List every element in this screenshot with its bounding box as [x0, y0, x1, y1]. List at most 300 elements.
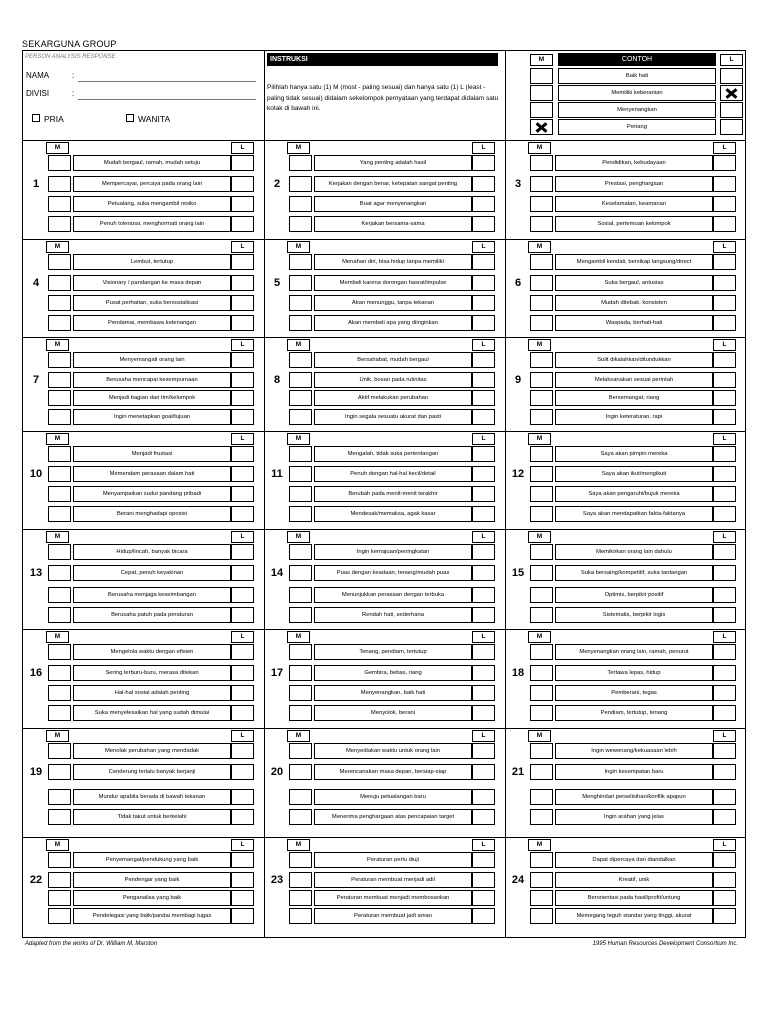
most-checkbox[interactable]: [48, 908, 71, 924]
least-checkbox[interactable]: [231, 890, 254, 906]
most-checkbox[interactable]: [289, 372, 312, 388]
most-checkbox[interactable]: [530, 607, 553, 623]
least-checkbox[interactable]: [231, 275, 254, 291]
least-checkbox[interactable]: [472, 196, 495, 212]
most-checkbox[interactable]: [48, 587, 71, 603]
statement: Optimis, berpikir positif: [555, 587, 713, 603]
least-checkbox[interactable]: [713, 466, 736, 482]
most-checkbox[interactable]: [530, 644, 553, 660]
most-checkbox[interactable]: [530, 705, 553, 721]
least-checkbox[interactable]: [472, 607, 495, 623]
least-checkbox[interactable]: [713, 254, 736, 270]
least-checkbox[interactable]: [472, 216, 495, 232]
most-checkbox[interactable]: [48, 372, 71, 388]
least-checkbox[interactable]: [231, 466, 254, 482]
most-header: M: [287, 531, 310, 543]
divisi-input-line[interactable]: [78, 99, 256, 100]
most-checkbox[interactable]: [289, 565, 312, 581]
least-checkbox[interactable]: [231, 446, 254, 462]
least-checkbox[interactable]: [472, 486, 495, 502]
least-checkbox[interactable]: [231, 809, 254, 825]
nama-input-line[interactable]: [78, 81, 256, 82]
most-checkbox[interactable]: [530, 254, 553, 270]
most-checkbox[interactable]: [530, 890, 553, 906]
statement-group: [23, 337, 264, 431]
least-checkbox[interactable]: [472, 372, 495, 388]
most-checkbox[interactable]: [530, 809, 553, 825]
most-checkbox[interactable]: [530, 466, 553, 482]
statement: Hidup/lincah, banyak bicara: [73, 544, 231, 560]
least-checkbox[interactable]: [231, 565, 254, 581]
least-checkbox[interactable]: [231, 587, 254, 603]
most-checkbox[interactable]: [48, 196, 71, 212]
least-checkbox[interactable]: [713, 275, 736, 291]
least-checkbox[interactable]: [231, 315, 254, 331]
most-checkbox[interactable]: [530, 390, 553, 406]
least-checkbox[interactable]: [231, 390, 254, 406]
least-checkbox[interactable]: [231, 295, 254, 311]
statement-group: [505, 431, 746, 529]
least-checkbox[interactable]: [231, 176, 254, 192]
least-checkbox[interactable]: [231, 644, 254, 660]
least-checkbox[interactable]: [472, 446, 495, 462]
least-checkbox[interactable]: [713, 789, 736, 805]
least-checkbox[interactable]: [713, 852, 736, 868]
statement: Prestasi, penghargaan: [555, 176, 713, 192]
statement-group: [264, 239, 505, 337]
most-checkbox[interactable]: [530, 176, 553, 192]
least-checkbox[interactable]: [472, 275, 495, 291]
least-checkbox[interactable]: [231, 789, 254, 805]
least-checkbox[interactable]: [713, 890, 736, 906]
most-checkbox[interactable]: [530, 155, 553, 171]
statement: Tenang, pendiam, tertutup: [314, 644, 472, 660]
most-checkbox[interactable]: [289, 216, 312, 232]
least-checkbox[interactable]: [472, 506, 495, 522]
most-checkbox[interactable]: [530, 275, 553, 291]
statement-group: [23, 140, 264, 239]
statement-group: [23, 431, 264, 529]
example-least-checkbox[interactable]: [720, 119, 743, 135]
least-checkbox[interactable]: [713, 352, 736, 368]
example-most-checkbox[interactable]: [530, 85, 553, 101]
nama-field[interactable]: [26, 71, 256, 80]
most-checkbox[interactable]: [289, 587, 312, 603]
statement: Berusaha mencapai kesempurnaan: [73, 372, 231, 388]
group-number: 20: [270, 766, 284, 778]
statement: Keselamatan, keamanan: [555, 196, 713, 212]
least-checkbox[interactable]: [713, 809, 736, 825]
most-checkbox[interactable]: [48, 544, 71, 560]
divisi-field[interactable]: [26, 89, 256, 98]
instruction-text: Pilihlah hanya satu (1) M (most - paling sesuai) dan hanya satu (1) L (least - paling tidak sesuai) didalam sekelompok pernyataan yang terdapat didalam satu kotak di bawah ini.: [267, 84, 499, 112]
statement: Mendesak/memaksa, agak kasar: [314, 506, 472, 522]
most-checkbox[interactable]: [530, 764, 553, 780]
example-statement: Memiliki keberanian: [558, 85, 716, 101]
least-checkbox[interactable]: [472, 390, 495, 406]
most-checkbox[interactable]: [289, 789, 312, 805]
least-checkbox[interactable]: [713, 908, 736, 924]
most-checkbox[interactable]: [530, 789, 553, 805]
least-checkbox[interactable]: [231, 764, 254, 780]
most-checkbox[interactable]: [289, 644, 312, 660]
statement-group: [505, 629, 746, 728]
least-checkbox[interactable]: [713, 390, 736, 406]
least-checkbox[interactable]: [231, 607, 254, 623]
least-checkbox[interactable]: [713, 644, 736, 660]
statement: Yang penting adalah hasil: [314, 155, 472, 171]
most-checkbox[interactable]: [289, 295, 312, 311]
most-checkbox[interactable]: [48, 275, 71, 291]
statement: Kreatif, unik: [555, 872, 713, 888]
least-checkbox[interactable]: [713, 176, 736, 192]
most-checkbox[interactable]: [289, 155, 312, 171]
most-header: M: [287, 839, 310, 851]
least-checkbox[interactable]: [231, 743, 254, 759]
most-checkbox[interactable]: [48, 155, 71, 171]
most-checkbox[interactable]: [289, 409, 312, 425]
statement: Ingin kemajuan/peningkatan: [314, 544, 472, 560]
most-checkbox[interactable]: [289, 890, 312, 906]
most-checkbox[interactable]: [289, 872, 312, 888]
statement-group: [23, 629, 264, 728]
most-checkbox[interactable]: [530, 852, 553, 868]
most-checkbox[interactable]: [289, 315, 312, 331]
least-checkbox[interactable]: [472, 409, 495, 425]
most-checkbox[interactable]: [530, 544, 553, 560]
least-header: L: [713, 433, 736, 445]
most-checkbox[interactable]: [530, 743, 553, 759]
least-checkbox[interactable]: [713, 295, 736, 311]
least-header: L: [713, 142, 736, 154]
most-checkbox[interactable]: [289, 852, 312, 868]
most-checkbox[interactable]: [48, 409, 71, 425]
most-checkbox[interactable]: [530, 486, 553, 502]
least-header: L: [472, 339, 495, 351]
example-row: [528, 119, 747, 135]
statement: Merencanakan masa depan, bersiap-siap: [314, 764, 472, 780]
example-most-checkbox[interactable]: [530, 68, 553, 84]
statement: Cenderung terlalu banyak berjanji: [73, 764, 231, 780]
most-header: M: [46, 433, 69, 445]
most-checkbox[interactable]: [530, 446, 553, 462]
least-checkbox[interactable]: [472, 254, 495, 270]
most-checkbox[interactable]: [48, 872, 71, 888]
least-checkbox[interactable]: [713, 685, 736, 701]
least-checkbox[interactable]: [713, 544, 736, 560]
most-checkbox[interactable]: [530, 352, 553, 368]
least-checkbox[interactable]: [713, 315, 736, 331]
least-checkbox[interactable]: [231, 685, 254, 701]
most-checkbox[interactable]: [289, 352, 312, 368]
most-checkbox[interactable]: [530, 216, 553, 232]
least-checkbox[interactable]: [713, 872, 736, 888]
gender-option-pria[interactable]: [32, 114, 64, 124]
most-checkbox[interactable]: [289, 685, 312, 701]
least-header: L: [713, 839, 736, 851]
divisi-colon: :: [72, 89, 75, 98]
most-header: M: [528, 142, 551, 154]
least-checkbox[interactable]: [472, 587, 495, 603]
statement: Kerjakan dengan benar, ketepatan sangat penting: [314, 176, 472, 192]
most-checkbox[interactable]: [48, 789, 71, 805]
most-checkbox[interactable]: [48, 607, 71, 623]
least-header: L: [713, 531, 736, 543]
most-checkbox[interactable]: [289, 743, 312, 759]
group-number: 8: [273, 374, 281, 386]
most-header: M: [287, 631, 310, 643]
statement: Bersemangat, riang: [555, 390, 713, 406]
statement-group: [264, 629, 505, 728]
example-row: [528, 68, 747, 84]
most-checkbox[interactable]: [48, 466, 71, 482]
least-checkbox[interactable]: [472, 685, 495, 701]
most-checkbox[interactable]: [48, 506, 71, 522]
most-checkbox[interactable]: [289, 705, 312, 721]
least-checkbox[interactable]: [472, 665, 495, 681]
least-header: L: [231, 531, 254, 543]
least-checkbox[interactable]: [713, 743, 736, 759]
most-checkbox[interactable]: [48, 390, 71, 406]
least-checkbox[interactable]: [713, 607, 736, 623]
least-checkbox[interactable]: [472, 295, 495, 311]
most-checkbox[interactable]: [289, 176, 312, 192]
least-checkbox[interactable]: [231, 352, 254, 368]
most-checkbox[interactable]: [48, 295, 71, 311]
example-row: [528, 102, 747, 118]
least-checkbox[interactable]: [713, 506, 736, 522]
statement: Mengambil kendali, bersikap langsung/direct: [555, 254, 713, 270]
most-checkbox[interactable]: [289, 665, 312, 681]
least-checkbox[interactable]: [713, 705, 736, 721]
least-checkbox[interactable]: [231, 665, 254, 681]
group-number: 9: [514, 374, 522, 386]
statement: Pendidikan, kebudayaan: [555, 155, 713, 171]
least-checkbox[interactable]: [472, 743, 495, 759]
example-least-checkbox[interactable]: [720, 102, 743, 118]
most-checkbox[interactable]: [530, 908, 553, 924]
least-header: L: [472, 241, 495, 253]
example-least-checkbox[interactable]: [720, 68, 743, 84]
least-checkbox[interactable]: [472, 176, 495, 192]
example-most-header: M: [530, 54, 553, 66]
least-checkbox[interactable]: [231, 908, 254, 924]
least-checkbox[interactable]: [713, 216, 736, 232]
least-checkbox[interactable]: [472, 565, 495, 581]
statement: Menahan diri, bisa hidup tanpa memiliki: [314, 254, 472, 270]
most-checkbox[interactable]: [48, 216, 71, 232]
most-header: M: [528, 433, 551, 445]
least-checkbox[interactable]: [231, 506, 254, 522]
most-checkbox[interactable]: [48, 254, 71, 270]
most-checkbox[interactable]: [289, 254, 312, 270]
statement: Berusaha patuh pada peraturan: [73, 607, 231, 623]
statement: Akan menunggu, tanpa tekanan: [314, 295, 472, 311]
statement: Pendelegasi yang baik/pandai membagi tugas: [73, 908, 231, 924]
pria-checkbox[interactable]: [32, 114, 40, 122]
least-checkbox[interactable]: [713, 587, 736, 603]
most-checkbox[interactable]: [48, 705, 71, 721]
most-checkbox[interactable]: [48, 852, 71, 868]
most-header: M: [287, 730, 310, 742]
group-number: 12: [511, 468, 525, 480]
statement: Penganalisa yang baik: [73, 890, 231, 906]
least-checkbox[interactable]: [472, 155, 495, 171]
example-most-checkbox[interactable]: [530, 119, 553, 135]
least-checkbox[interactable]: [231, 216, 254, 232]
statement: Saya akan ikut/mengikuti: [555, 466, 713, 482]
least-checkbox[interactable]: [472, 705, 495, 721]
most-checkbox[interactable]: [530, 665, 553, 681]
least-checkbox[interactable]: [231, 155, 254, 171]
least-checkbox[interactable]: [472, 809, 495, 825]
group-number: 21: [511, 766, 525, 778]
statement: Mengelola waktu dengan efisien: [73, 644, 231, 660]
statement: Pusat perhatian, suka bersosialisasi: [73, 295, 231, 311]
most-checkbox[interactable]: [289, 466, 312, 482]
statement: Pemberani, tegas: [555, 685, 713, 701]
statement-group: [264, 431, 505, 529]
most-checkbox[interactable]: [530, 685, 553, 701]
instruction-title: INSTRUKSI: [267, 53, 498, 66]
least-checkbox[interactable]: [231, 852, 254, 868]
statement: Puas dengan keadaan, tenang/mudah puas: [314, 565, 472, 581]
least-checkbox[interactable]: [472, 852, 495, 868]
most-checkbox[interactable]: [530, 315, 553, 331]
least-header: L: [231, 730, 254, 742]
most-checkbox[interactable]: [289, 908, 312, 924]
least-header: L: [713, 339, 736, 351]
example-panel: [528, 51, 747, 139]
statement: Penuh dengan hal-hal kecil/detail: [314, 466, 472, 482]
least-checkbox[interactable]: [472, 315, 495, 331]
least-checkbox[interactable]: [713, 486, 736, 502]
statement: Tidak takut untuk berkelahi: [73, 809, 231, 825]
least-checkbox[interactable]: [231, 372, 254, 388]
least-checkbox[interactable]: [713, 764, 736, 780]
statement: Berorientasi pada hasil/profit/untung: [555, 890, 713, 906]
group-number: 5: [273, 277, 281, 289]
statement: Hal-hal sosial adalah penting: [73, 685, 231, 701]
statement: Pendamai, membawa ketenangan: [73, 315, 231, 331]
most-header: M: [287, 433, 310, 445]
most-checkbox[interactable]: [530, 409, 553, 425]
most-checkbox[interactable]: [530, 372, 553, 388]
example-most-checkbox[interactable]: [530, 102, 553, 118]
example-title: CONTOH: [558, 53, 716, 66]
statement-group: [23, 837, 264, 937]
least-checkbox[interactable]: [231, 486, 254, 502]
least-checkbox[interactable]: [472, 872, 495, 888]
least-checkbox[interactable]: [713, 409, 736, 425]
least-checkbox[interactable]: [231, 544, 254, 560]
most-checkbox[interactable]: [289, 764, 312, 780]
most-checkbox[interactable]: [289, 809, 312, 825]
statement: Peraturan membuat menjadi membosankan: [314, 890, 472, 906]
most-checkbox[interactable]: [289, 390, 312, 406]
nama-colon: :: [72, 71, 75, 80]
statement-group: [264, 529, 505, 629]
most-checkbox[interactable]: [530, 565, 553, 581]
statement: Pendiam, tertutup, tenang: [555, 705, 713, 721]
statement: Menyenangkan orang lain, ramah, penurut: [555, 644, 713, 660]
most-checkbox[interactable]: [48, 665, 71, 681]
most-checkbox[interactable]: [289, 196, 312, 212]
most-checkbox[interactable]: [48, 809, 71, 825]
most-checkbox[interactable]: [530, 295, 553, 311]
most-checkbox[interactable]: [48, 176, 71, 192]
company-name: SEKARGUNA GROUP: [22, 39, 117, 49]
statement: Peraturan membuat jadi aman: [314, 908, 472, 924]
least-checkbox[interactable]: [472, 764, 495, 780]
least-header: L: [231, 241, 254, 253]
most-checkbox[interactable]: [48, 446, 71, 462]
most-header: M: [528, 839, 551, 851]
most-checkbox[interactable]: [530, 587, 553, 603]
least-checkbox[interactable]: [472, 544, 495, 560]
most-checkbox[interactable]: [530, 506, 553, 522]
statement-group: [505, 337, 746, 431]
group-number: 15: [511, 567, 525, 579]
most-checkbox[interactable]: [289, 275, 312, 291]
least-checkbox[interactable]: [472, 466, 495, 482]
statement: Cepat, penuh keyakinan: [73, 565, 231, 581]
least-checkbox[interactable]: [231, 872, 254, 888]
least-checkbox[interactable]: [472, 789, 495, 805]
most-checkbox[interactable]: [48, 565, 71, 581]
least-checkbox[interactable]: [472, 908, 495, 924]
wanita-checkbox[interactable]: [126, 114, 134, 122]
least-checkbox[interactable]: [231, 196, 254, 212]
group-number: 2: [273, 178, 281, 190]
most-checkbox[interactable]: [289, 486, 312, 502]
most-checkbox[interactable]: [48, 685, 71, 701]
statement-group: [505, 837, 746, 937]
example-least-checkbox[interactable]: [720, 85, 743, 101]
most-checkbox[interactable]: [289, 506, 312, 522]
most-checkbox[interactable]: [48, 352, 71, 368]
most-checkbox[interactable]: [48, 486, 71, 502]
least-checkbox[interactable]: [713, 155, 736, 171]
statement: Memendam perasaan dalam hati: [73, 466, 231, 482]
most-checkbox[interactable]: [48, 644, 71, 660]
most-checkbox[interactable]: [289, 607, 312, 623]
most-checkbox[interactable]: [289, 544, 312, 560]
least-checkbox[interactable]: [713, 665, 736, 681]
most-checkbox[interactable]: [530, 872, 553, 888]
least-checkbox[interactable]: [713, 446, 736, 462]
most-checkbox[interactable]: [289, 446, 312, 462]
gender-option-wanita[interactable]: [126, 114, 170, 124]
least-checkbox[interactable]: [472, 352, 495, 368]
most-checkbox[interactable]: [48, 764, 71, 780]
least-checkbox[interactable]: [231, 254, 254, 270]
most-checkbox[interactable]: [48, 743, 71, 759]
least-checkbox[interactable]: [713, 372, 736, 388]
least-checkbox[interactable]: [713, 565, 736, 581]
least-checkbox[interactable]: [472, 644, 495, 660]
most-header: M: [46, 631, 69, 643]
most-checkbox[interactable]: [48, 315, 71, 331]
statement: Membeli karena dorongan hasrat/impulse: [314, 275, 472, 291]
most-checkbox[interactable]: [48, 890, 71, 906]
most-checkbox[interactable]: [530, 196, 553, 212]
least-checkbox[interactable]: [713, 196, 736, 212]
least-checkbox[interactable]: [231, 409, 254, 425]
least-checkbox[interactable]: [472, 890, 495, 906]
least-checkbox[interactable]: [231, 705, 254, 721]
statement: Saya akan pimpin mereka: [555, 446, 713, 462]
